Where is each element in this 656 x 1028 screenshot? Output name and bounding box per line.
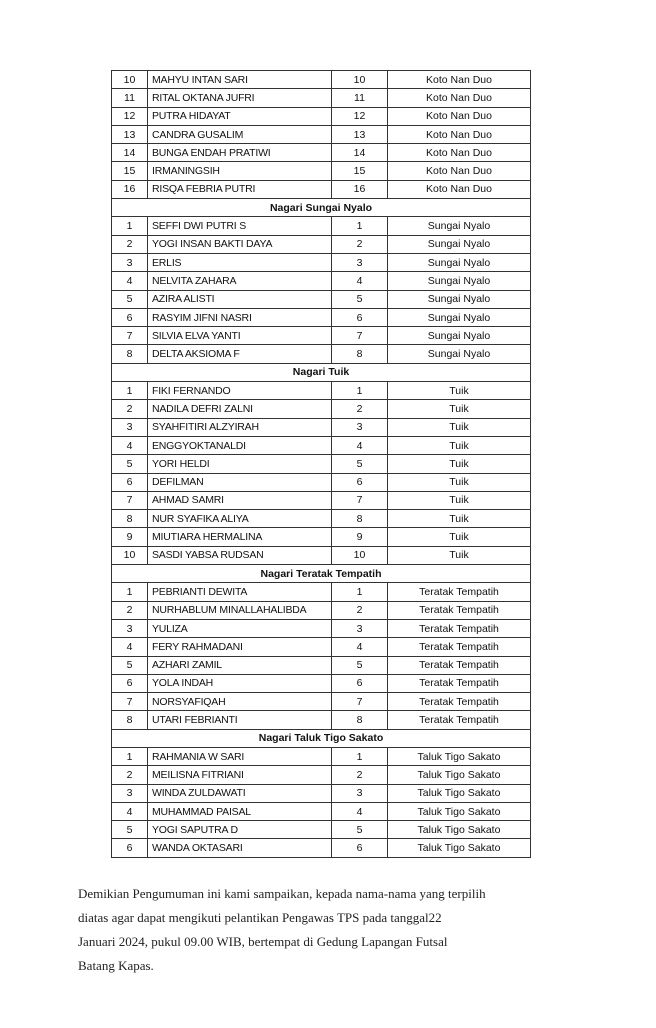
tps-location: Teratak Tempatih — [388, 638, 531, 656]
row-number: 4 — [112, 272, 148, 290]
candidate-name: RISQA FEBRIA PUTRI — [148, 180, 332, 198]
section-title: Nagari Sungai Nyalo — [112, 199, 531, 217]
row-number: 4 — [112, 638, 148, 656]
candidate-name: BUNGA ENDAH PRATIWI — [148, 144, 332, 162]
tps-number: 2 — [332, 400, 388, 418]
candidate-name: YORI HELDI — [148, 455, 332, 473]
row-number: 7 — [112, 491, 148, 509]
table-row — [112, 180, 531, 198]
tps-location: Tuik — [388, 473, 531, 491]
tps-location: Koto Nan Duo — [388, 107, 531, 125]
table-row — [112, 491, 531, 509]
row-number: 3 — [112, 418, 148, 436]
table-row — [112, 601, 531, 619]
row-number: 6 — [112, 473, 148, 491]
tps-location: Teratak Tempatih — [388, 711, 531, 729]
tps-number: 1 — [332, 382, 388, 400]
row-number: 2 — [112, 400, 148, 418]
row-number: 8 — [112, 711, 148, 729]
table-row — [112, 253, 531, 271]
candidate-name: YOGI INSAN BAKTI DAYA — [148, 235, 332, 253]
candidate-name: MUHAMMAD PAISAL — [148, 802, 332, 820]
tps-location: Tuik — [388, 436, 531, 454]
candidate-name: ENGGYOKTANALDI — [148, 436, 332, 454]
table-row — [112, 290, 531, 308]
table-row — [112, 711, 531, 729]
candidate-name: SILVIA ELVA YANTI — [148, 327, 332, 345]
tps-location: Sungai Nyalo — [388, 272, 531, 290]
candidate-name: SASDI YABSA RUDSAN — [148, 546, 332, 564]
closing-line: Januari 2024, pukul 09.00 WIB, bertempat di Gedung Lapangan Futsal — [78, 934, 448, 949]
row-number: 2 — [112, 235, 148, 253]
table-row — [112, 528, 531, 546]
candidate-name: PEBRIANTI DEWITA — [148, 583, 332, 601]
candidate-name: RAHMANIA W SARI — [148, 747, 332, 765]
tps-location: Tuik — [388, 491, 531, 509]
candidate-name: WANDA OKTASARI — [148, 839, 332, 857]
row-number: 10 — [112, 71, 148, 89]
tps-number: 10 — [332, 546, 388, 564]
table-row — [112, 71, 531, 89]
candidate-table — [111, 70, 531, 858]
tps-number: 13 — [332, 125, 388, 143]
tps-location: Tuik — [388, 510, 531, 528]
tps-location: Taluk Tigo Sakato — [388, 766, 531, 784]
tps-number: 2 — [332, 766, 388, 784]
tps-location: Tuik — [388, 418, 531, 436]
tps-number: 5 — [332, 821, 388, 839]
tps-location: Teratak Tempatih — [388, 693, 531, 711]
table-row — [112, 546, 531, 564]
table-row — [112, 766, 531, 784]
tps-location: Tuik — [388, 455, 531, 473]
section-header-row — [112, 729, 531, 747]
tps-number: 3 — [332, 784, 388, 802]
tps-location: Teratak Tempatih — [388, 583, 531, 601]
row-number: 8 — [112, 510, 148, 528]
row-number: 1 — [112, 217, 148, 235]
row-number: 16 — [112, 180, 148, 198]
row-number: 13 — [112, 125, 148, 143]
candidate-name: SEFFI DWI PUTRI S — [148, 217, 332, 235]
candidate-name: FIKI FERNANDO — [148, 382, 332, 400]
tps-number: 1 — [332, 217, 388, 235]
row-number: 15 — [112, 162, 148, 180]
candidate-name: ERLIS — [148, 253, 332, 271]
row-number: 6 — [112, 674, 148, 692]
candidate-name: YULIZA — [148, 619, 332, 637]
tps-location: Sungai Nyalo — [388, 308, 531, 326]
candidate-name: YOGI SAPUTRA D — [148, 821, 332, 839]
tps-location: Taluk Tigo Sakato — [388, 839, 531, 857]
row-number: 7 — [112, 693, 148, 711]
tps-number: 7 — [332, 693, 388, 711]
row-number: 12 — [112, 107, 148, 125]
candidate-name: CANDRA GUSALIM — [148, 125, 332, 143]
tps-location: Koto Nan Duo — [388, 89, 531, 107]
tps-location: Teratak Tempatih — [388, 619, 531, 637]
tps-location: Koto Nan Duo — [388, 71, 531, 89]
tps-number: 5 — [332, 656, 388, 674]
tps-location: Koto Nan Duo — [388, 180, 531, 198]
table-row — [112, 638, 531, 656]
table-row — [112, 107, 531, 125]
candidate-name: MEILISNA FITRIANI — [148, 766, 332, 784]
tps-number: 14 — [332, 144, 388, 162]
tps-location: Tuik — [388, 546, 531, 564]
row-number: 2 — [112, 766, 148, 784]
tps-number: 7 — [332, 491, 388, 509]
row-number: 6 — [112, 839, 148, 857]
candidate-name: SYAHFITIRI ALZYIRAH — [148, 418, 332, 436]
table-row — [112, 821, 531, 839]
tps-number: 5 — [332, 455, 388, 473]
tps-number: 8 — [332, 345, 388, 363]
row-number: 3 — [112, 619, 148, 637]
tps-number: 10 — [332, 71, 388, 89]
row-number: 5 — [112, 290, 148, 308]
table-row — [112, 674, 531, 692]
candidate-name: AZHARI ZAMIL — [148, 656, 332, 674]
candidate-name: RASYIM JIFNI NASRI — [148, 308, 332, 326]
tps-number: 1 — [332, 747, 388, 765]
table-row — [112, 89, 531, 107]
tps-number: 6 — [332, 839, 388, 857]
candidate-name: MIUTIARA HERMALINA — [148, 528, 332, 546]
tps-number: 4 — [332, 272, 388, 290]
row-number: 5 — [112, 455, 148, 473]
table-row — [112, 436, 531, 454]
section-header-row — [112, 565, 531, 583]
candidate-name: DEFILMAN — [148, 473, 332, 491]
tps-number: 1 — [332, 583, 388, 601]
tps-location: Sungai Nyalo — [388, 290, 531, 308]
table-row — [112, 418, 531, 436]
candidate-name: FERY RAHMADANI — [148, 638, 332, 656]
tps-number: 3 — [332, 253, 388, 271]
section-header-row — [112, 199, 531, 217]
tps-location: Tuik — [388, 382, 531, 400]
table-row — [112, 162, 531, 180]
table-row — [112, 455, 531, 473]
section-title: Nagari Teratak Tempatih — [112, 565, 531, 583]
closing-line: Batang Kapas. — [78, 958, 154, 973]
row-number: 10 — [112, 546, 148, 564]
tps-number: 5 — [332, 290, 388, 308]
row-number: 5 — [112, 821, 148, 839]
closing-line: Demikian Pengumuman ini kami sampaikan, kepada nama-nama yang terpilih — [78, 886, 486, 901]
tps-number: 16 — [332, 180, 388, 198]
section-header-row — [112, 363, 531, 381]
table-row — [112, 583, 531, 601]
tps-number: 7 — [332, 327, 388, 345]
tps-number: 4 — [332, 802, 388, 820]
row-number: 1 — [112, 747, 148, 765]
row-number: 4 — [112, 436, 148, 454]
candidate-name: PUTRA HIDAYAT — [148, 107, 332, 125]
row-number: 14 — [112, 144, 148, 162]
candidate-name: DELTA AKSIOMA F — [148, 345, 332, 363]
tps-number: 15 — [332, 162, 388, 180]
tps-location: Taluk Tigo Sakato — [388, 802, 531, 820]
candidate-table-body — [112, 71, 531, 858]
row-number: 9 — [112, 528, 148, 546]
candidate-name: WINDA ZULDAWATI — [148, 784, 332, 802]
tps-number: 12 — [332, 107, 388, 125]
row-number: 1 — [112, 382, 148, 400]
tps-number: 3 — [332, 619, 388, 637]
candidate-name: IRMANINGSIH — [148, 162, 332, 180]
row-number: 5 — [112, 656, 148, 674]
tps-number: 2 — [332, 601, 388, 619]
candidate-name: NORSYAFIQAH — [148, 693, 332, 711]
table-row — [112, 510, 531, 528]
candidate-name: NELVITA ZAHARA — [148, 272, 332, 290]
tps-number: 6 — [332, 308, 388, 326]
tps-location: Koto Nan Duo — [388, 144, 531, 162]
tps-number: 2 — [332, 235, 388, 253]
candidate-name: AHMAD SAMRI — [148, 491, 332, 509]
table-row — [112, 125, 531, 143]
table-row — [112, 272, 531, 290]
tps-number: 11 — [332, 89, 388, 107]
closing-line: diatas agar dapat mengikuti pelantikan Pengawas TPS pada tanggal22 — [78, 910, 442, 925]
row-number: 2 — [112, 601, 148, 619]
table-row — [112, 619, 531, 637]
row-number: 1 — [112, 583, 148, 601]
tps-location: Sungai Nyalo — [388, 217, 531, 235]
tps-location: Sungai Nyalo — [388, 253, 531, 271]
section-title: Nagari Taluk Tigo Sakato — [112, 729, 531, 747]
table-row — [112, 747, 531, 765]
row-number: 8 — [112, 345, 148, 363]
row-number: 4 — [112, 802, 148, 820]
tps-location: Koto Nan Duo — [388, 125, 531, 143]
table-row — [112, 656, 531, 674]
candidate-name: NADILA DEFRI ZALNI — [148, 400, 332, 418]
table-row — [112, 784, 531, 802]
table-row — [112, 693, 531, 711]
candidate-name: MAHYU INTAN SARI — [148, 71, 332, 89]
tps-number: 8 — [332, 510, 388, 528]
tps-number: 3 — [332, 418, 388, 436]
row-number: 3 — [112, 253, 148, 271]
tps-location: Taluk Tigo Sakato — [388, 747, 531, 765]
candidate-name: NURHABLUM MINALLAHALIBDA — [148, 601, 332, 619]
row-number: 7 — [112, 327, 148, 345]
candidate-name: YOLA INDAH — [148, 674, 332, 692]
table-row — [112, 217, 531, 235]
tps-location: Sungai Nyalo — [388, 327, 531, 345]
tps-number: 6 — [332, 473, 388, 491]
tps-number: 6 — [332, 674, 388, 692]
candidate-name: NUR SYAFIKA ALIYA — [148, 510, 332, 528]
tps-location: Koto Nan Duo — [388, 162, 531, 180]
table-row — [112, 144, 531, 162]
table-row — [112, 308, 531, 326]
tps-number: 9 — [332, 528, 388, 546]
tps-number: 4 — [332, 436, 388, 454]
tps-number: 4 — [332, 638, 388, 656]
table-row — [112, 345, 531, 363]
table-row — [112, 839, 531, 857]
tps-location: Taluk Tigo Sakato — [388, 784, 531, 802]
table-row — [112, 327, 531, 345]
table-row — [112, 802, 531, 820]
row-number: 6 — [112, 308, 148, 326]
tps-location: Teratak Tempatih — [388, 656, 531, 674]
table-row — [112, 400, 531, 418]
section-title: Nagari Tuik — [112, 363, 531, 381]
tps-location: Teratak Tempatih — [388, 601, 531, 619]
candidate-name: RITAL OKTANA JUFRI — [148, 89, 332, 107]
closing-paragraph — [78, 882, 598, 978]
table-row — [112, 382, 531, 400]
tps-number: 8 — [332, 711, 388, 729]
tps-location: Sungai Nyalo — [388, 235, 531, 253]
table-row — [112, 235, 531, 253]
table-row — [112, 473, 531, 491]
tps-location: Taluk Tigo Sakato — [388, 821, 531, 839]
row-number: 11 — [112, 89, 148, 107]
tps-location: Tuik — [388, 528, 531, 546]
tps-location: Tuik — [388, 400, 531, 418]
tps-location: Sungai Nyalo — [388, 345, 531, 363]
row-number: 3 — [112, 784, 148, 802]
tps-location: Teratak Tempatih — [388, 674, 531, 692]
candidate-name: AZIRA ALISTI — [148, 290, 332, 308]
candidate-name: UTARI FEBRIANTI — [148, 711, 332, 729]
